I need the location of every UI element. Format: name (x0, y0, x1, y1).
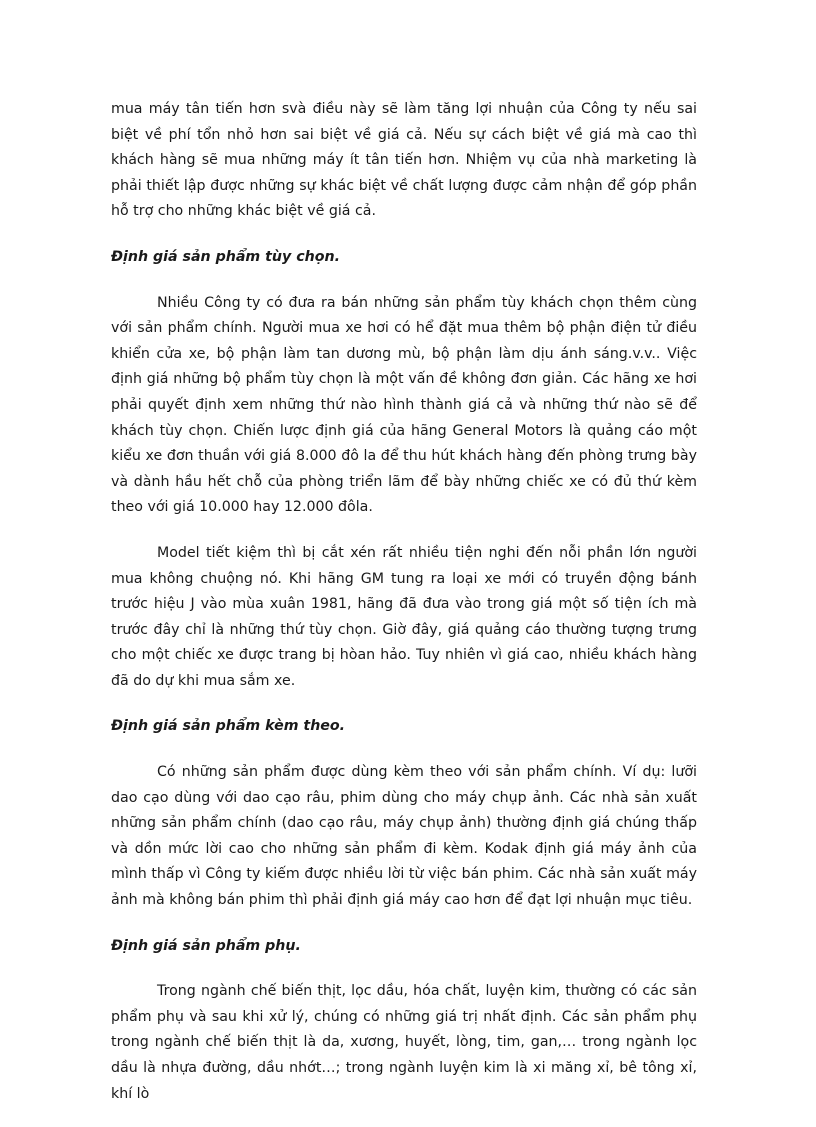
paragraph-captive-products: Có những sản phẩm được dùng kèm theo với sản phẩm chính. Ví dụ: lưỡi dao cạo dùng với dao cạo râu, phim dùng cho máy chụp ảnh. Các nhà sản xuất những sản phẩm chính (dao cạo râu, máy chụp ảnh) thường định giá chúng thấp và dồn mức lời cao cho những sản phẩm đi kèm. Kodak định giá máy ảnh của mình thấp vì Công ty kiếm được nhiều lời từ việc bán phim. Các nhà sản xuất máy ảnh mà không bán phim thì phải định giá máy cao hơn để đạt lợi nhuận mục tiêu. (111, 764, 697, 909)
section-heading-optional-products: Định giá sản phẩm tùy chọn. (111, 248, 340, 265)
document-body (111, 97, 697, 1127)
section-heading-by-products: Định giá sản phẩm phụ. (111, 937, 301, 954)
section-heading-captive-products: Định giá sản phẩm kèm theo. (111, 718, 346, 735)
paragraph-optional-products-2: Model tiết kiệm thì bị cắt xén rất nhiều tiện nghi đến nỗi phần lớn người mua không chuộng nó. Khi hãng GM tung ra loại xe mới có truyền động bánh trước hiệu J vào mùa xuân 1981, hãng đã đưa vào trong giá một số tiện ích mà trước đây chỉ là những thứ tùy chọn. Giờ đây, giá quảng cáo thường tượng trưng cho một chiếc xe được trang bị hòan hảo. Tuy nhiên vì giá cao, nhiều khách hàng đã do dự khi mua sắm xe. (111, 544, 697, 689)
paragraph-optional-products-1: Nhiều Công ty có đưa ra bán những sản phẩm tùy khách chọn thêm cùng với sản phẩm chính. Người mua xe hơi có hể đặt mua thêm bộ phận điện tử điều khiển cửa xe, bộ phận làm tan dương mù, bộ phận làm dịu ánh sáng.v.v.. Việc định giá những bộ phẩm tùy chọn là một vấn đề không đơn giản. Các hãng xe hơi phải quyết định xem những thứ nào hình thành giá cả và những thứ nào sẽ để khách tùy chọn. Chiến lược định giá của hãng General Motors là quảng cáo một kiểu xe đơn thuần với giá 8.000 đô la để thu hút khách hàng đến phòng trưng bày và dành hầu hết chỗ của phòng triển lãm để bày những chiếc xe có đủ thứ kèm theo với giá 10.000 hay 12.000 đôla. (111, 294, 697, 516)
paragraph-by-products: Trong ngành chế biến thịt, lọc dầu, hóa chất, luyện kim, thường có các sản phẩm phụ và sau khi xử lý, chúng có những giá trị nhất định. Các sản phẩm phụ trong ngành chế biến thịt là da, xương, huyết, lòng, tim, gan,… trong ngành lọc dầu là nhựa đường, dầu nhớt…; trong ngành luyện kim là xi măng xỉ, bê tông xỉ, khí lò (111, 983, 697, 1102)
paragraph-intro: mua máy tân tiến hơn svà điều này sẽ làm tăng lợi nhuận của Công ty nếu sai biệt về phí tổn nhỏ hơn sai biệt về giá cả. Nếu sự cách biệt về giá mà cao thì khách hàng sẽ mua những máy ít tân tiến hơn. Nhiệm vụ của nhà marketing là phải thiết lập được những sự khác biệt về chất lượng được cảm nhận để góp phần hỗ trợ cho những khác biệt về giá cả. (111, 101, 697, 220)
